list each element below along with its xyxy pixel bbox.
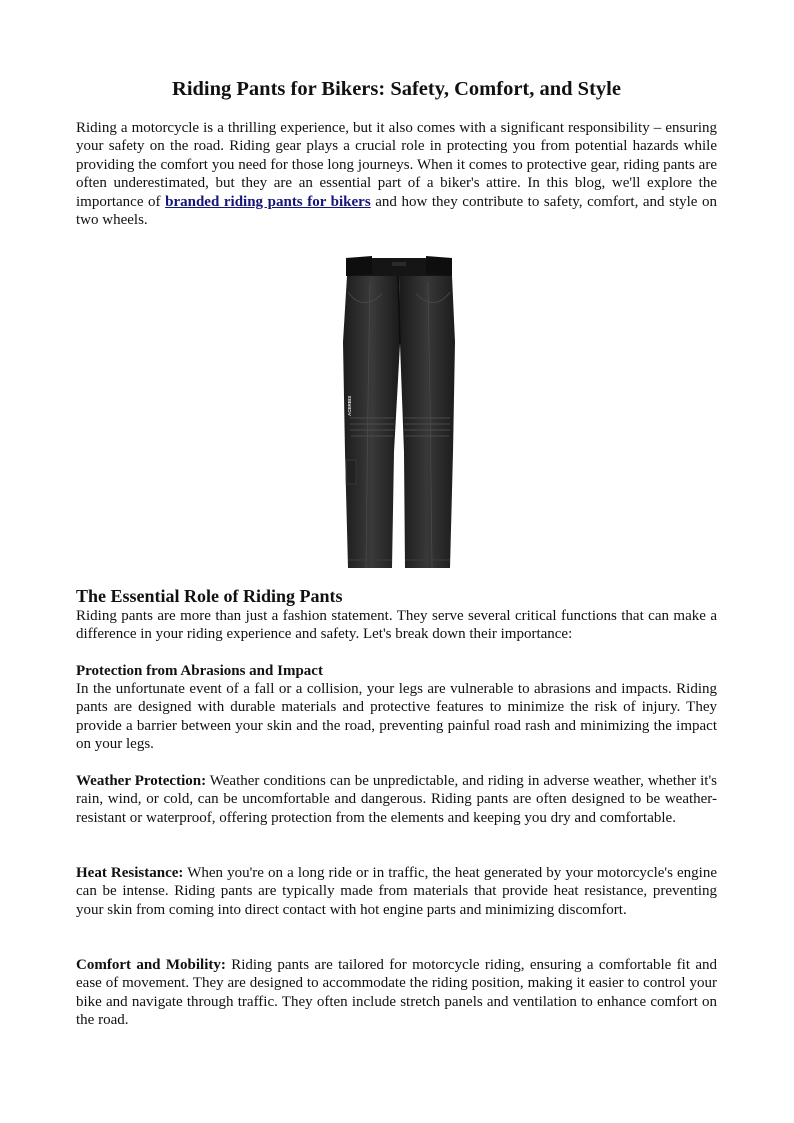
heat-paragraph (76, 864, 717, 919)
intro-paragraph (76, 119, 717, 229)
section-heading: The Essential Role of Riding Pants (76, 586, 343, 606)
weather-paragraph (76, 772, 717, 827)
branded-riding-pants-link[interactable]: branded riding pants for bikers (165, 193, 371, 210)
weather-label: Weather Protection: (76, 773, 207, 789)
heat-label: Heat Resistance: (76, 865, 184, 881)
intro-text-before: Riding a motorcycle is a thrilling experience, but it also comes with a significant responsibility – ensuring your safety on the road. Riding gear plays a crucial role in protecting you from potential hazards while providing the comfort you need for those long journeys. When it comes to protective gear, riding pants are often underestimated, but they are an essential part of a biker's attire. In this blog, we'll explore the importance of (76, 120, 717, 210)
section-intro-paragraph: Riding pants are more than just a fashion statement. They serve several critical functions that can make a difference in your riding experience and safety. Let's break down their importance: (76, 608, 717, 643)
page-title: Riding Pants for Bikers: Safety, Comfort, and Style (172, 78, 621, 100)
riding-pants-image (342, 252, 456, 570)
weather-text: Weather conditions can be unpredictable, and riding in adverse weather, whether it's rain, wind, or cold, can be uncomfortable and dangerous. Riding pants are often designed to be weather-resistant or waterproof, offering protection from the elements and keeping you dry and comfortable. (76, 773, 717, 826)
comfort-paragraph (76, 956, 717, 1030)
comfort-label: Comfort and Mobility: (76, 957, 226, 973)
heat-text: When you're on a long ride or in traffic, the heat generated by your motorcycle's engine can be intense. Riding pants are typically made from materials that provide heat resistance, preventing your skin from coming into direct contact with hot engine parts and minimizing discomfort. (76, 865, 717, 918)
comfort-text: Riding pants are tailored for motorcycle riding, ensuring a comfortable fit and ease of movement. They are designed to accommodate the riding position, making it easier to control your bike and navigate through traffic. They often include stretch panels and ventilation to enhance comfort on the road. (76, 957, 718, 1029)
brand-label: ACERBIS (347, 395, 352, 416)
protection-heading: Protection from Abrasions and Impact (76, 663, 323, 679)
intro-text-after: and how they contribute to safety, comfort, and style on two wheels. (76, 193, 718, 229)
protection-paragraph: In the unfortunate event of a fall or a collision, your legs are vulnerable to abrasions and impacts. Riding pants are designed with durable materials and protective features to minimize the risk of injury. They provide a barrier between your skin and the road, preventing painful road rash and minimizing the impact on your legs. (76, 681, 717, 753)
